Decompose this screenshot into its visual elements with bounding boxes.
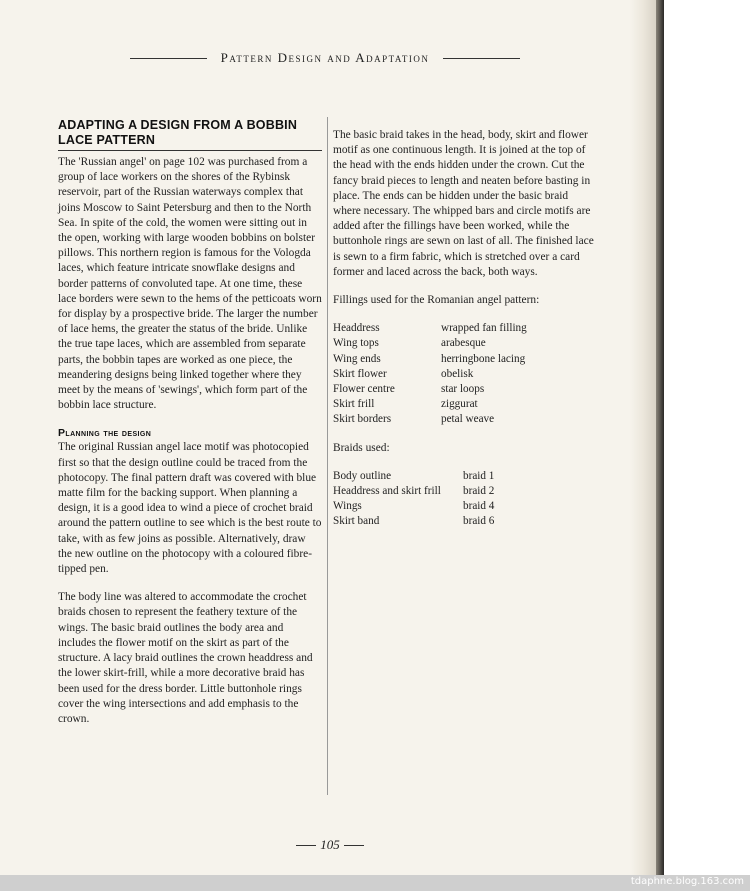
braids-intro: Braids used:	[333, 441, 390, 454]
filling-part: Wing tops	[333, 337, 379, 350]
table-row	[333, 352, 527, 367]
intro-paragraph: The 'Russian angel' on page 102 was purchased from a group of lace workers on the shores of the Rybinsk reservoir, part of the Russian waterways complex that joins Moscow to Saint Petersburg and then to the North Sea. In spite of the cold, the women were sitting out in the open, working with large wooden bobbins on bolster pillows. This northern region is famous for the Vologda laces, which feature intricate snowflake designs and border patterns of convoluted tape. At one time, these lace borders were sewn to the hems of the petticoats worn for display by a prospective bride. The larger the number of lace hems, the greater the status of the bride. Unlike the true tape laces, which are assembled from separate parts, the bobbin tapes are worked as one piece, the meandering designs being linked together where they meet by the means of 'sewings', which form part of the bobbin lace structure.	[58, 156, 322, 412]
braid-part: Wings	[333, 500, 362, 513]
folio-rule-left	[296, 845, 316, 846]
right-column	[333, 128, 595, 530]
watermark: tdaphne.blog.163.com	[630, 876, 744, 887]
filling-stitch: star loops	[441, 383, 485, 396]
filling-stitch: wrapped fan filling	[441, 322, 527, 335]
table-row	[333, 397, 527, 412]
planning-paragraph: The original Russian angel lace motif was photocopied first so that the design outline could be traced from the photocopy. The final pattern draft was covered with blue matte film for the backing support. When planning a design, it is a good idea to wind a piece of crochet braid around the pattern outline to see which is the best route to take, with as few joins as possible. Alternatively, draw the new outline on the photocopy with a coloured fibre-tipped pen.	[58, 441, 322, 576]
filling-stitch: obelisk	[441, 367, 474, 380]
page-folio	[290, 837, 370, 853]
braid-paragraph: The basic braid takes in the head, body, skirt and flower motif as one continuous length. It is joined at the top of the head with the ends hidden under the crown. Cut the fancy braid pieces to length and neaten before basting in place. The ends can be hidden under the basic braid where necessary. The whipped bars and circle motifs are added after the fillings have been worked, while the buttonhole rings are sewn on last of all. The finished lace is sewn to a firm fabric, which is stretched over a card former and laced across the back, both ways.	[333, 129, 594, 278]
table-row	[333, 484, 494, 499]
braids-table	[333, 469, 494, 530]
running-head-title: Pattern Design and Adaptation	[220, 50, 430, 65]
left-column	[58, 118, 322, 727]
section-heading: ADAPTING A DESIGN FROM A BOBBIN LACE PATTERN	[58, 118, 322, 151]
book-binding-edge	[656, 0, 664, 875]
folio-rule-right	[344, 845, 364, 846]
table-row	[333, 469, 494, 484]
table-row	[333, 382, 527, 397]
page-number: 105	[320, 837, 340, 852]
filling-stitch: ziggurat	[441, 398, 478, 411]
running-head-rule-left	[130, 58, 207, 59]
filling-part: Skirt borders	[333, 413, 392, 426]
braid-name: braid 1	[463, 469, 495, 482]
fillings-table	[333, 321, 527, 427]
table-row	[333, 514, 494, 529]
table-row	[333, 499, 494, 514]
braid-name: braid 6	[463, 515, 495, 528]
braid-part: Skirt band	[333, 515, 380, 528]
filling-part: Skirt flower	[333, 367, 387, 380]
running-head	[130, 50, 520, 66]
table-row	[333, 336, 527, 351]
scan-margin	[662, 0, 750, 875]
filling-stitch: arabesque	[441, 337, 486, 350]
table-row	[333, 321, 527, 336]
filling-part: Wing ends	[333, 352, 381, 365]
braid-name: braid 4	[463, 500, 495, 513]
fillings-intro: Fillings used for the Romanian angel pattern:	[333, 294, 540, 307]
body-line-paragraph: The body line was altered to accommodate the crochet braids chosen to represent the feathery texture of the wings. The basic braid outlines the body area and includes the flower motif on the skirt as part of the structure. A lacy braid outlines the crown headdress and the lower skirt-frill, while a more decorative braid has been used for the dress border. Little buttonhole rings cover the wing intersections and add emphasis to the crown.	[58, 591, 313, 725]
braid-name: braid 2	[463, 485, 495, 498]
braid-part: Body outline	[333, 469, 392, 482]
table-row	[333, 412, 527, 427]
column-divider	[327, 117, 328, 795]
subheading-planning: Planning the design	[58, 427, 152, 440]
braid-part: Headdress and skirt frill	[333, 485, 441, 498]
filling-part: Skirt frill	[333, 398, 375, 411]
table-row	[333, 367, 527, 382]
filling-part: Flower centre	[333, 383, 395, 396]
running-head-rule-right	[443, 58, 520, 59]
filling-stitch: herringbone lacing	[441, 352, 526, 365]
filling-part: Headdress	[333, 322, 380, 335]
filling-stitch: petal weave	[441, 413, 495, 426]
